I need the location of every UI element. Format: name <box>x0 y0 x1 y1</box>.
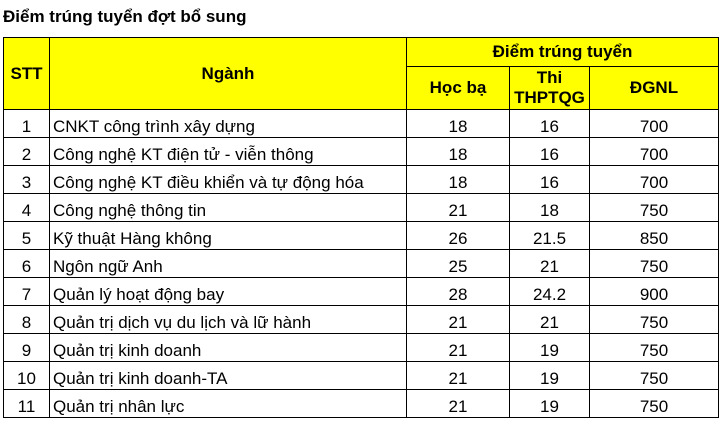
header-stt: STT <box>4 38 50 110</box>
cell-major: Quản trị kinh doanh-TA <box>50 362 407 390</box>
cell-stt: 6 <box>4 250 50 278</box>
cell-stt: 7 <box>4 278 50 306</box>
cell-major: Quản trị dịch vụ du lịch và lữ hành <box>50 306 407 334</box>
cell-stt: 11 <box>4 390 50 418</box>
cell-dgnl: 750 <box>590 194 719 222</box>
table-header <box>4 38 719 110</box>
cell-hoc-ba: 26 <box>407 222 510 250</box>
cell-dgnl: 750 <box>590 306 719 334</box>
cell-stt: 9 <box>4 334 50 362</box>
header-score-group: Điểm trúng tuyển <box>407 38 719 67</box>
table-row <box>4 306 719 334</box>
cell-major: Công nghệ KT điện tử - viễn thông <box>50 138 407 166</box>
cell-major: Công nghệ KT điều khiển và tự động hóa <box>50 166 407 194</box>
cell-hoc-ba: 21 <box>407 390 510 418</box>
table-row <box>4 222 719 250</box>
cell-hoc-ba: 18 <box>407 138 510 166</box>
cell-thpt: 21.5 <box>510 222 590 250</box>
header-dgnl: ĐGNL <box>590 67 719 110</box>
cell-thpt: 18 <box>510 194 590 222</box>
cell-hoc-ba: 28 <box>407 278 510 306</box>
cell-stt: 5 <box>4 222 50 250</box>
table-row <box>4 250 719 278</box>
cell-thpt: 16 <box>510 110 590 138</box>
cell-hoc-ba: 21 <box>407 194 510 222</box>
header-thpt-line2: THPTQG <box>514 88 585 107</box>
cell-thpt: 21 <box>510 250 590 278</box>
cell-thpt: 19 <box>510 362 590 390</box>
cell-stt: 2 <box>4 138 50 166</box>
header-thpt <box>510 67 590 110</box>
cell-stt: 4 <box>4 194 50 222</box>
table-row <box>4 278 719 306</box>
table-row <box>4 110 719 138</box>
cell-thpt: 16 <box>510 138 590 166</box>
cell-hoc-ba: 21 <box>407 306 510 334</box>
cell-thpt: 19 <box>510 334 590 362</box>
cell-stt: 3 <box>4 166 50 194</box>
header-major: Ngành <box>50 38 407 110</box>
cell-major: Ngôn ngữ Anh <box>50 250 407 278</box>
table-row <box>4 138 719 166</box>
cell-thpt: 19 <box>510 390 590 418</box>
cell-major: Kỹ thuật Hàng không <box>50 222 407 250</box>
cell-hoc-ba: 18 <box>407 166 510 194</box>
cell-dgnl: 750 <box>590 390 719 418</box>
cell-major: Quản trị nhân lực <box>50 390 407 418</box>
header-row-top <box>4 38 719 67</box>
cell-stt: 1 <box>4 110 50 138</box>
cell-major: Quản lý hoạt động bay <box>50 278 407 306</box>
cell-stt: 8 <box>4 306 50 334</box>
cell-hoc-ba: 18 <box>407 110 510 138</box>
table-row <box>4 390 719 418</box>
cell-hoc-ba: 21 <box>407 334 510 362</box>
cell-dgnl: 750 <box>590 250 719 278</box>
page-title: Điểm trúng tuyển đợt bổ sung <box>3 7 247 26</box>
cell-dgnl: 700 <box>590 110 719 138</box>
cell-stt: 10 <box>4 362 50 390</box>
cell-thpt: 16 <box>510 166 590 194</box>
table-row <box>4 194 719 222</box>
cell-dgnl: 700 <box>590 166 719 194</box>
table-row <box>4 334 719 362</box>
cell-thpt: 21 <box>510 306 590 334</box>
table-body <box>4 110 719 418</box>
header-thpt-line1: Thi <box>536 68 563 87</box>
cell-dgnl: 850 <box>590 222 719 250</box>
cell-dgnl: 900 <box>590 278 719 306</box>
cell-thpt: 24.2 <box>510 278 590 306</box>
cell-hoc-ba: 21 <box>407 362 510 390</box>
cell-major: Quản trị kinh doanh <box>50 334 407 362</box>
admission-score-table <box>3 37 719 418</box>
cell-dgnl: 750 <box>590 362 719 390</box>
cell-dgnl: 750 <box>590 334 719 362</box>
header-hoc-ba: Học bạ <box>407 67 510 110</box>
cell-hoc-ba: 25 <box>407 250 510 278</box>
cell-major: CNKT công trình xây dựng <box>50 110 407 138</box>
table-row <box>4 166 719 194</box>
cell-dgnl: 700 <box>590 138 719 166</box>
table-row <box>4 362 719 390</box>
cell-major: Công nghệ thông tin <box>50 194 407 222</box>
